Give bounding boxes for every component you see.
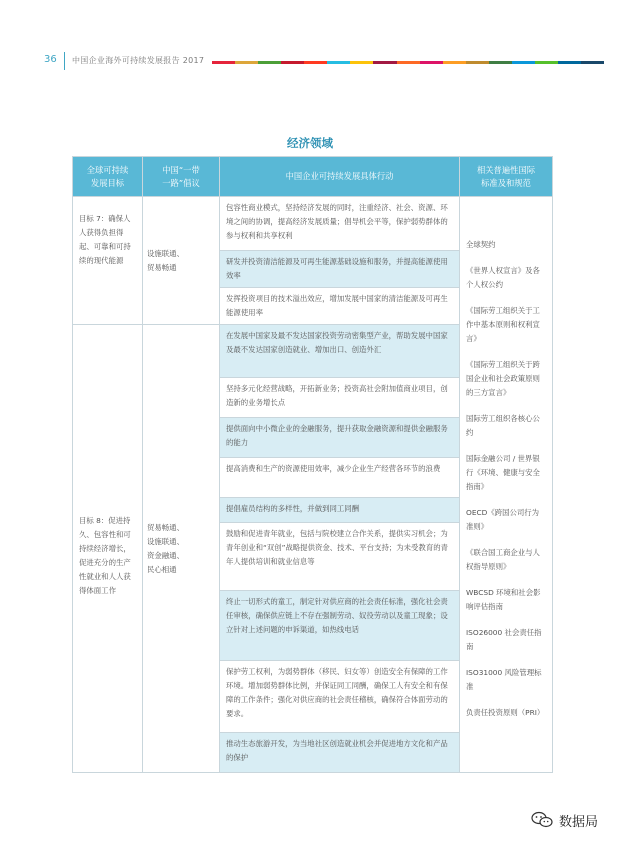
standard-item: 《国际劳工组织关于跨国企业和社会政策原则的三方宣言》	[466, 359, 540, 397]
stripe-segment	[558, 61, 581, 64]
action-cell: 鼓励和促进青年就业，包括与院校建立合作关系，提供实习机会；为青年创业和“双创”战略提供资金、技术、平台支持；为未受教育的青年人提供培训和就业信息等	[220, 523, 460, 591]
header-divider	[64, 52, 65, 70]
header-actions: 中国企业可持续发展具体行动	[220, 157, 460, 197]
stripe-segment	[350, 61, 373, 64]
standard-item: 负责任投资原则（PRI）	[466, 707, 545, 717]
action-cell: 研发并投资清洁能源及可再生能源基础设施和服务，并提高能源使用效率	[220, 251, 460, 288]
stripe-segment	[443, 61, 466, 64]
stripe-segment	[535, 61, 558, 64]
stripe-segment	[489, 61, 512, 64]
stripe-segment	[212, 61, 235, 64]
page-header	[44, 52, 604, 72]
sdg-table	[72, 156, 553, 773]
action-cell: 保护劳工权利，为弱势群体（移民、妇女等）创造安全有保障的工作环境。增加弱势群体比例，并保证同工同酬，确保工人有安全和有保障的工作条件；强化对供应商的社会责任稽核，确保符合体面劳动的要求。	[220, 661, 460, 733]
page-number: 36	[44, 54, 57, 65]
watermark	[531, 806, 598, 834]
standard-item: ISO31000 风险管理标准	[466, 667, 542, 691]
standard-item: 《国际劳工组织关于工作中基本原则和权利宣言》	[466, 305, 540, 343]
stripe-segment	[466, 61, 489, 64]
stripe-segment	[327, 61, 350, 64]
initiative-cell: 设施联通、 贸易畅通	[143, 197, 220, 325]
standard-item: ISO26000 社会责任指南	[466, 627, 542, 651]
stripe-segment	[512, 61, 535, 64]
stripe-segment	[397, 61, 420, 64]
action-cell: 提供面向中小微企业的金融服务，提升获取金融资源和提供金融服务的能力	[220, 418, 460, 458]
goal-7-cell: 目标 7：确保人人获得负担得起、可靠和可持续的现代能源	[73, 197, 143, 325]
action-cell: 坚持多元化经营战略，开拓新业务；投资高社会附加值商业项目，创造新的业务增长点	[220, 378, 460, 418]
initiative-cell: 贸易畅通、 设施联通、 资金融通、 民心相通	[143, 325, 220, 773]
action-cell: 在发展中国家及最不发达国家投资劳动密集型产业，帮助发展中国家及最不发达国家创造就业、增加出口、创造外汇	[220, 325, 460, 378]
standard-item: 《世界人权宣言》及各个人权公约	[466, 265, 540, 289]
watermark-text: 数据局	[558, 814, 598, 830]
section-title: 经济领域	[287, 136, 333, 150]
action-cell: 推动生态旅游开发，为当地社区创造就业机会并促进地方文化和产品的保护	[220, 733, 460, 773]
stripe-segment	[373, 61, 396, 64]
standard-item: 国际金融公司 / 世界银行《环境、健康与安全指南》	[466, 453, 540, 491]
stripe-segment	[420, 61, 443, 64]
report-title: 中国企业海外可持续发展报告 2017	[72, 56, 205, 65]
standard-item: WBCSD 环境和社会影响评估指南	[466, 587, 541, 611]
header-goals: 全球可持续 发展目标	[73, 157, 143, 197]
stripe-segment	[304, 61, 327, 64]
stripe-segment	[581, 61, 604, 64]
action-cell: 提倡雇员结构的多样性，并做到同工同酬	[220, 498, 460, 523]
stripe-segment	[258, 61, 281, 64]
header-standards: 相关普遍性国际 标准及和规范	[460, 157, 553, 197]
goal-8-cell: 目标 8：促进持久、包容性和可持续经济增长，促进充分的生产性就业和人人获得体面工作	[73, 325, 143, 773]
stripe-segment	[281, 61, 304, 64]
action-cell: 提高消费和生产的资源使用效率，减少企业生产经营各环节的浪费	[220, 458, 460, 498]
standards-cell	[460, 197, 553, 773]
table-header-row	[73, 157, 553, 197]
standard-item: OECD《跨国公司行为准则》	[466, 507, 540, 531]
wechat-icon	[531, 811, 553, 829]
action-cell: 发挥投资项目的技术溢出效应，增加发展中国家的清洁能源及可再生能源使用率	[220, 288, 460, 325]
standard-item: 《联合国工商企业与人权指导原则》	[466, 547, 540, 571]
header-initiative: 中国“一带 一路”倡议	[143, 157, 220, 197]
action-cell: 终止一切形式的童工，制定针对供应商的社会责任标准，强化社会责任审核，确保供应链上不存在强制劳动、奴役劳动以及童工现象；设立针对上述问题的申诉渠道，如热线电话	[220, 591, 460, 661]
standard-item: 全球契约	[466, 239, 496, 249]
standard-item: 国际劳工组织各核心公约	[466, 413, 540, 437]
color-stripe	[212, 61, 604, 64]
action-cell: 包容性商业模式，坚持经济发展的同时，注重经济、社会、资源、环境之间的协调，提高经济发展质量；倡导机会平等，保护弱势群体的参与权利和共享权利	[220, 197, 460, 251]
stripe-segment	[235, 61, 258, 64]
